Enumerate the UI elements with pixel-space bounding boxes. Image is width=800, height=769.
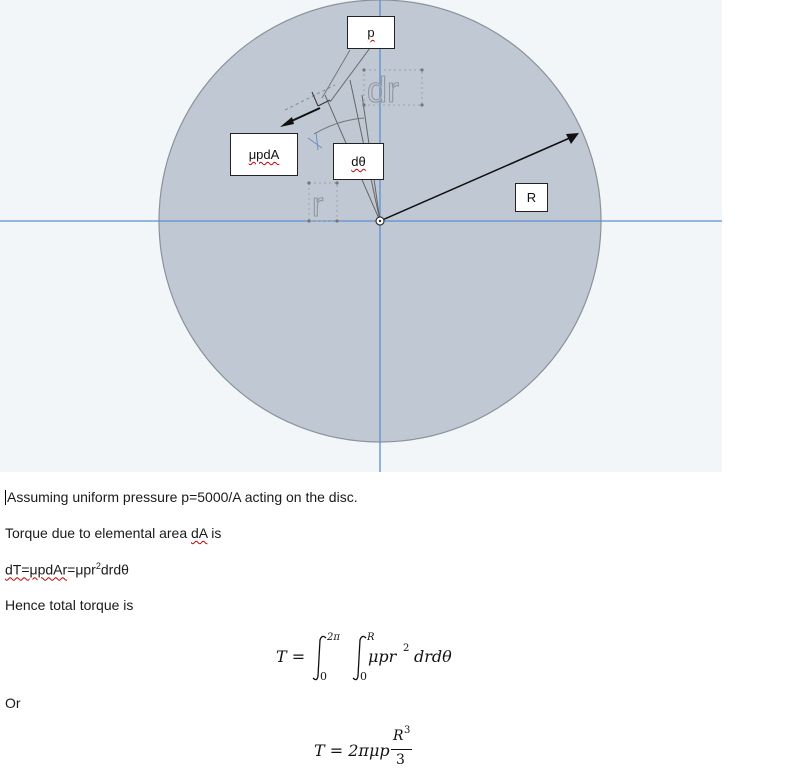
text-cursor (5, 490, 6, 505)
center-dot (379, 220, 381, 222)
friction-force-label: μpdA (248, 147, 280, 162)
paragraph-dT-equation (5, 561, 129, 578)
paragraph-elemental-torque (5, 525, 221, 541)
paragraph-or (5, 695, 21, 711)
paragraph-total-torque (5, 597, 133, 613)
dT-term: dT= (5, 561, 30, 578)
eq2-lhs: T = 2πμp (314, 741, 390, 760)
pressure-label: p (367, 25, 375, 40)
mu-pr-term: =μpr (67, 561, 96, 578)
r-label: r (312, 186, 324, 224)
friction-force-label-box (230, 133, 298, 176)
total-torque-text: Hence total torque is (5, 597, 134, 613)
eq1-lhs: T = (276, 647, 306, 666)
radius-label-box (515, 183, 548, 212)
dr-label: dr (367, 69, 400, 110)
dtheta-label-box (333, 143, 384, 180)
eq2-denominator: 3 (396, 752, 405, 768)
dtheta-label: dθ (351, 154, 366, 169)
eq1-differentials: drdθ (414, 647, 452, 666)
inner-lower-limit: 0 (360, 670, 367, 683)
radius-label: R (526, 190, 537, 205)
elemental-area-term: dA (191, 525, 208, 541)
eq1-exponent: 2 (403, 643, 410, 654)
or-text: Or (5, 695, 21, 711)
outer-upper-limit: 2π (327, 632, 340, 643)
outer-lower-limit: 0 (320, 670, 327, 683)
inner-upper-limit: R (367, 632, 375, 643)
assumption-text: Assuming uniform pressure p=5000/A acting on the disc. (7, 489, 358, 505)
eq1-integrand: μpr (368, 647, 397, 666)
drdtheta-term: drdθ (100, 561, 129, 578)
mu-pdAr-term: μpdAr (29, 561, 68, 578)
r-squared-exponent: 2 (95, 561, 101, 571)
elemental-torque-text-end: is (207, 525, 222, 541)
elemental-torque-text: Torque due to elemental area (5, 525, 192, 541)
eq2-numerator-exponent: 3 (404, 725, 411, 736)
fraction-bar (391, 749, 412, 750)
eq2-numerator: R (393, 728, 404, 744)
pressure-label-box (347, 16, 395, 49)
paragraph-assumption (5, 489, 358, 505)
